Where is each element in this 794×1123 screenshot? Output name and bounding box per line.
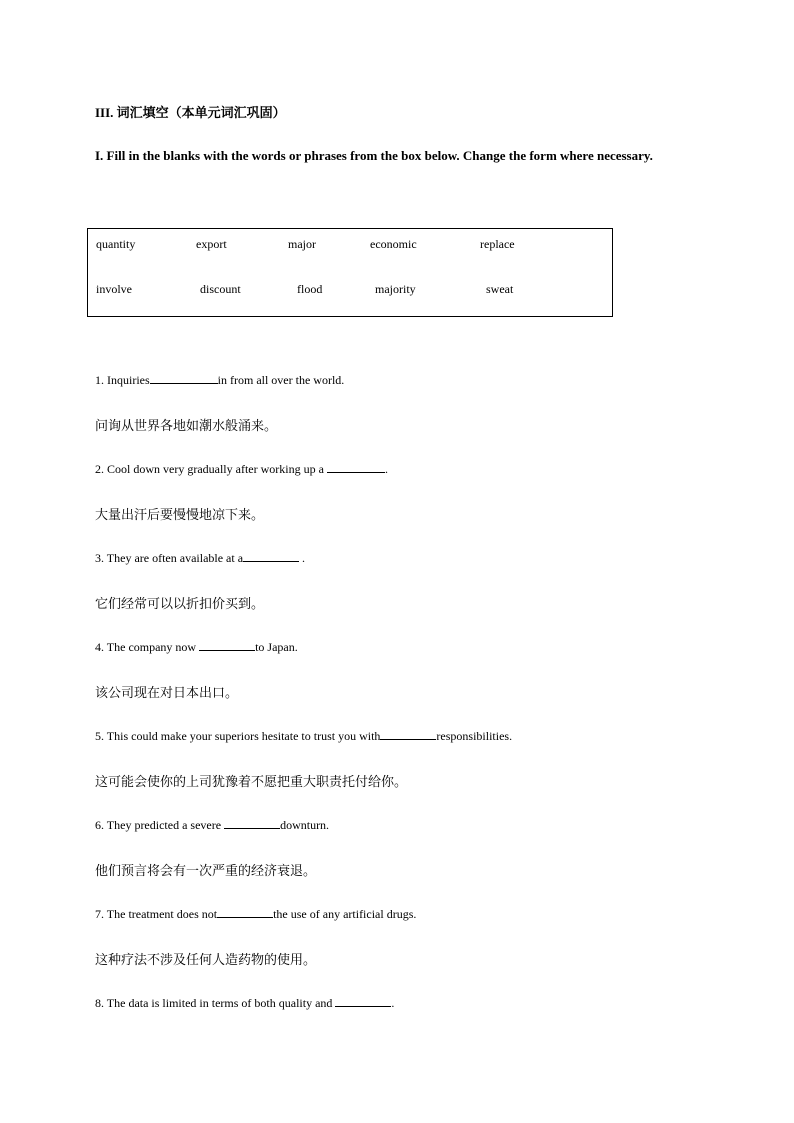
question-text: 1. Inquiries	[95, 373, 150, 387]
question-text: .	[299, 551, 306, 565]
answer-blank[interactable]	[224, 817, 280, 829]
question-2	[95, 461, 388, 477]
question-1	[95, 372, 344, 388]
word-economic: economic	[370, 237, 417, 251]
question-6	[95, 817, 329, 833]
word-replace: replace	[480, 237, 515, 251]
translation-2: 大量出汗后要慢慢地凉下来。	[95, 508, 265, 523]
question-text: in from all over the world.	[217, 373, 345, 387]
question-text: 5. This could make your superiors hesitate to trust you with	[95, 729, 381, 743]
answer-blank[interactable]	[380, 728, 436, 740]
answer-blank[interactable]	[150, 372, 218, 384]
word-export: export	[196, 237, 227, 251]
word-flood: flood	[297, 282, 323, 296]
question-8	[95, 995, 394, 1011]
word-discount: discount	[200, 282, 241, 296]
answer-blank[interactable]	[243, 550, 299, 562]
instruction-text: I. Fill in the blanks with the words or phrases from the box below. Change the form where necessary.	[95, 148, 653, 163]
question-text: the use of any artificial drugs.	[273, 907, 417, 921]
question-text: 7. The treatment does not	[95, 907, 218, 921]
word-quantity: quantity	[96, 237, 136, 251]
answer-blank[interactable]	[327, 461, 385, 473]
word-majority: majority	[375, 282, 416, 296]
translation-7: 这种疗法不涉及任何人造药物的使用。	[95, 953, 317, 968]
question-text: downturn.	[280, 818, 330, 832]
word-major: major	[288, 237, 316, 251]
word-sweat: sweat	[486, 282, 514, 296]
translation-3: 它们经常可以以折扣价买到。	[95, 597, 265, 612]
question-text: 6. They predicted a severe	[95, 818, 225, 832]
word-box	[87, 228, 613, 317]
question-text: .	[391, 996, 395, 1010]
translation-6: 他们预言将会有一次严重的经济衰退。	[95, 864, 317, 879]
question-text: 3. They are often available at a	[95, 551, 244, 565]
answer-blank[interactable]	[335, 995, 391, 1007]
question-text: responsibilities.	[436, 729, 513, 743]
answer-blank[interactable]	[199, 639, 255, 651]
question-text: to Japan.	[255, 640, 298, 654]
question-text: 8. The data is limited in terms of both quality and	[95, 996, 336, 1010]
question-text: 4. The company now	[95, 640, 200, 654]
section-title: III. 词汇填空（本单元词汇巩固）	[95, 105, 286, 120]
answer-blank[interactable]	[217, 906, 273, 918]
question-3	[95, 550, 305, 566]
question-5	[95, 728, 512, 744]
translation-4: 该公司现在对日本出口。	[95, 686, 239, 701]
word-involve: involve	[96, 282, 132, 296]
question-text: .	[384, 462, 388, 476]
question-7	[95, 906, 416, 922]
question-4	[95, 639, 298, 655]
translation-1: 问询从世界各地如潮水般涌来。	[95, 419, 278, 434]
question-text: 2. Cool down very gradually after working up a	[95, 462, 327, 476]
translation-5: 这可能会使你的上司犹豫着不愿把重大职责托付给你。	[95, 775, 408, 790]
